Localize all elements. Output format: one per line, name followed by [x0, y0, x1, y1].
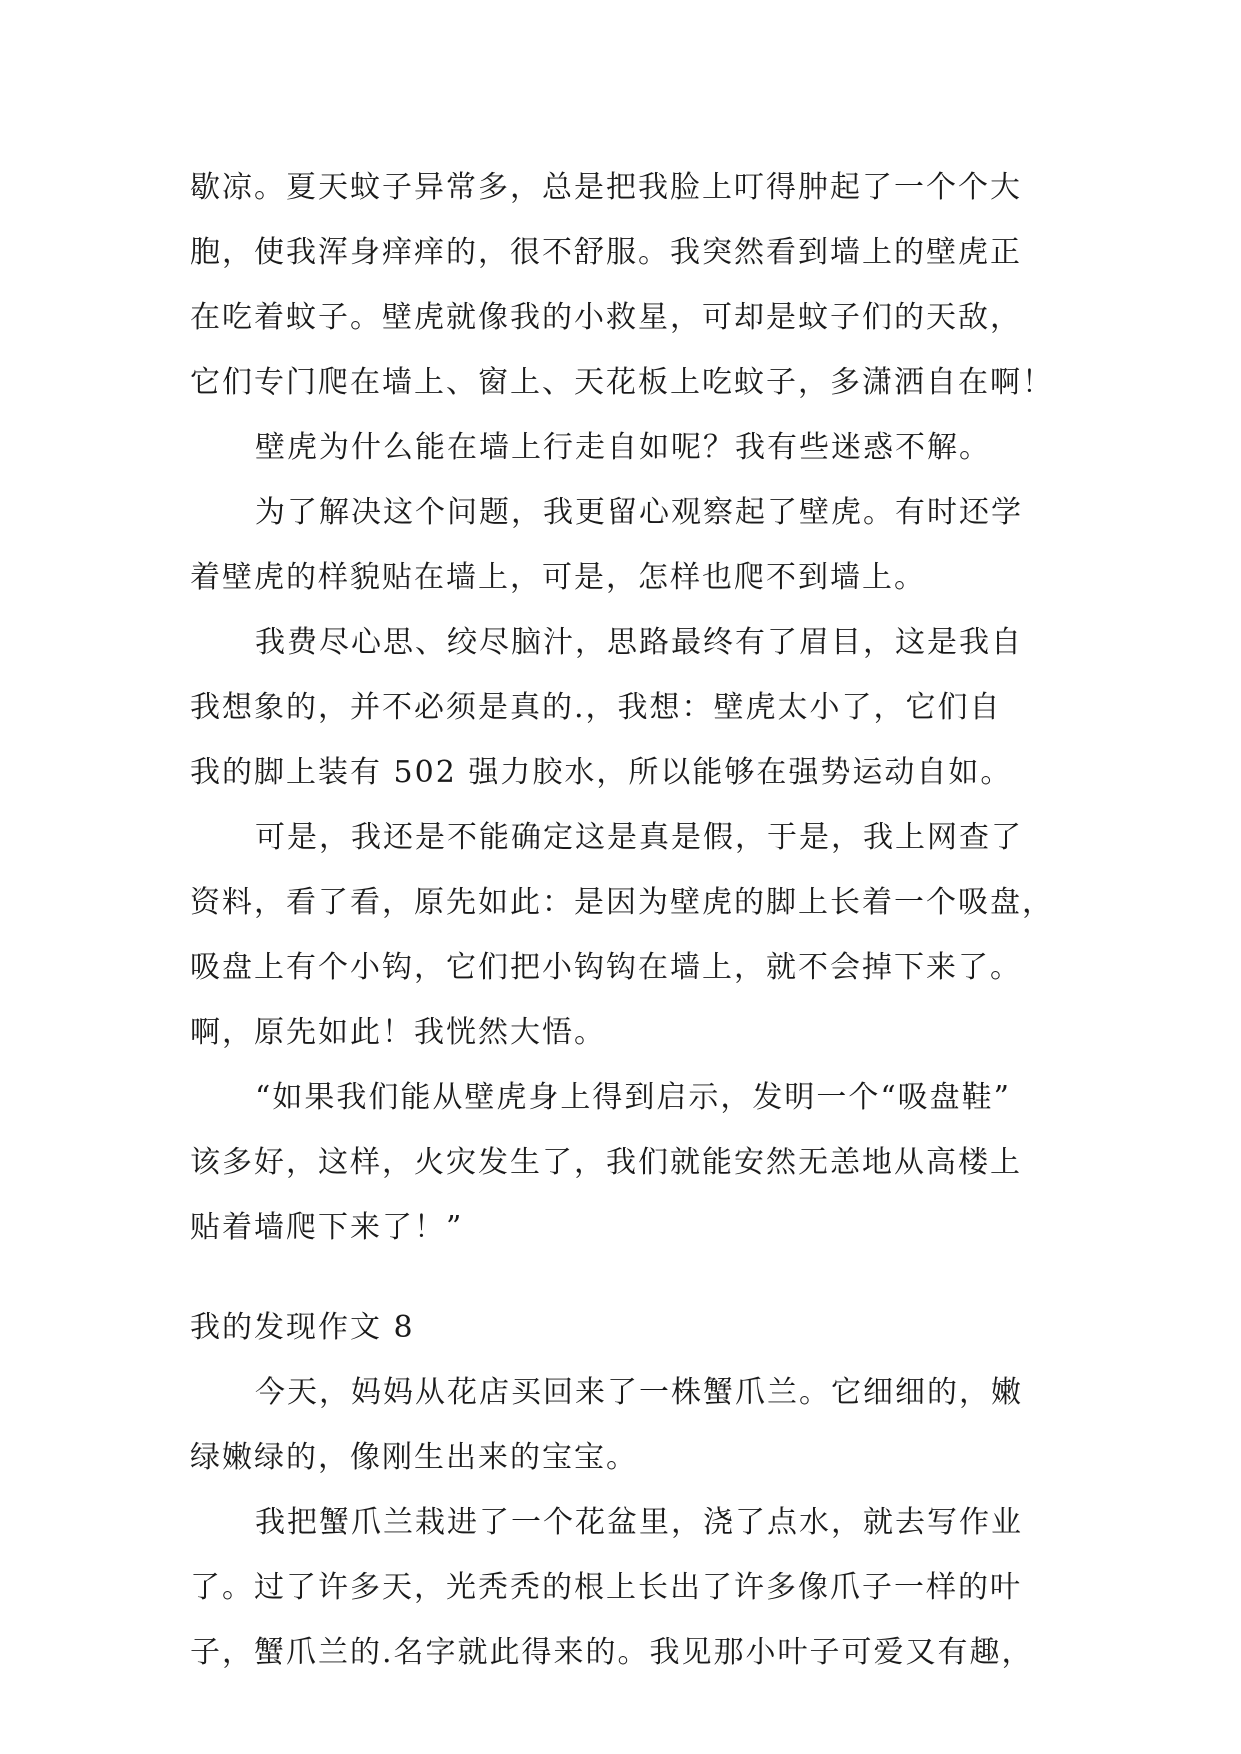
text-line: 贴着墙爬下来了！” [190, 1210, 464, 1245]
text-line: 歇凉。夏天蚊子异常多，总是把我脸上叮得肿起了一个个大 [190, 170, 1022, 205]
text-line: 胞，使我浑身痒痒的，很不舒服。我突然看到墙上的壁虎正 [190, 235, 1022, 270]
text-line: 可是，我还是不能确定这是真是假，于是，我上网查了 [255, 820, 1023, 855]
text-line: 啊，原先如此！我恍然大悟。 [190, 1015, 606, 1050]
text-line: 资料，看了看，原先如此：是因为壁虎的脚上长着一个吸盘， [190, 885, 1054, 920]
text-line: 绿嫩绿的，像刚生出来的宝宝。 [190, 1440, 638, 1475]
text-line: 该多好，这样，火灾发生了，我们就能安然无恙地从高楼上 [190, 1145, 1022, 1180]
text-line: 吸盘上有个小钩，它们把小钩钩在墙上，就不会掉下来了。 [190, 950, 1022, 985]
text-line: 在吃着蚊子。壁虎就像我的小救星，可却是蚊子们的天敌， [190, 300, 1022, 335]
text-line: 子，蟹爪兰的.名字就此得来的。我见那小叶子可爱又有趣， [190, 1635, 1034, 1670]
text-line: 今天，妈妈从花店买回来了一株蟹爪兰。它细细的，嫩 [255, 1375, 1023, 1410]
section-heading: 我的发现作文 8 [190, 1310, 415, 1345]
text-line: 着壁虎的样貌贴在墙上，可是，怎样也爬不到墙上。 [190, 560, 926, 595]
text-line: 了。过了许多天，光秃秃的根上长出了许多像爪子一样的叶 [190, 1570, 1022, 1605]
text-line: 我费尽心思、绞尽脑汁，思路最终有了眉目，这是我自 [255, 625, 1023, 660]
text-line: 它们专门爬在墙上、窗上、天花板上吃蚊子，多潇洒自在啊！ [190, 365, 1054, 400]
text-line: 我想象的，并不必须是真的.，我想：壁虎太小了，它们自 [190, 690, 1002, 725]
text-line: 为了解决这个问题，我更留心观察起了壁虎。有时还学 [255, 495, 1023, 530]
text-line: 我把蟹爪兰栽进了一个花盆里，浇了点水，就去写作业 [255, 1505, 1023, 1540]
text-line: 壁虎为什么能在墙上行走自如呢？我有些迷惑不解。 [255, 430, 991, 465]
text-line: 我的脚上装有 502 强力胶水，所以能够在强势运动自如。 [190, 755, 1013, 790]
text-line: “如果我们能从壁虎身上得到启示，发明一个“吸盘鞋” [255, 1080, 1012, 1115]
